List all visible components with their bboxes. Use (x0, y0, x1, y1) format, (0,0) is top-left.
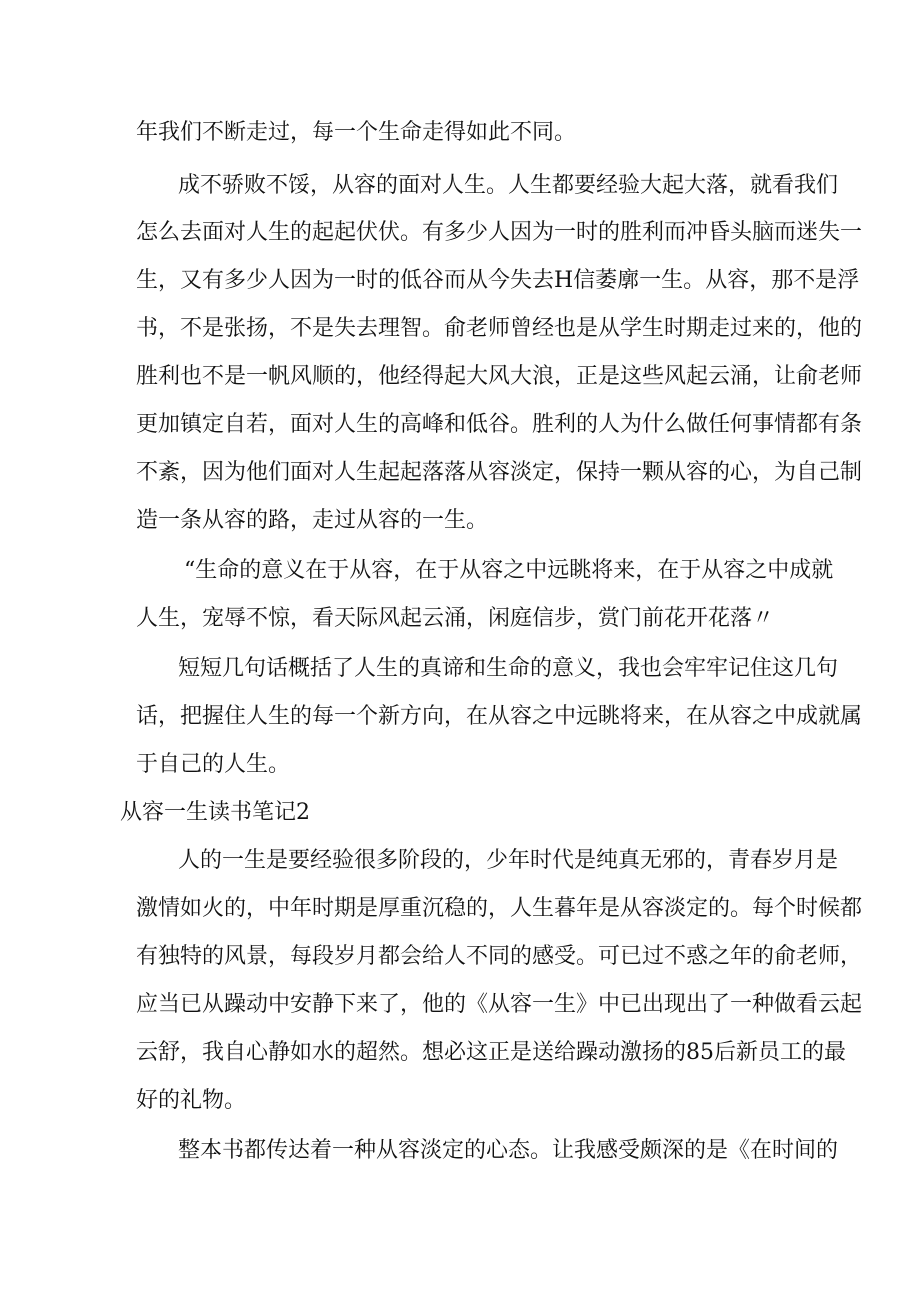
paragraph-line: 成不骄败不馁，从容的面对人生。人生都要经验大起大落，就看我们 (178, 173, 839, 198)
paragraph-line: 年我们不断走过，每一个生命走得如此不同。 (136, 120, 577, 145)
paragraph-line: 话，把握住人生的每一个新方向，在从容之中远眺将来，在从容之中成就属 (136, 704, 863, 729)
paragraph-line: 更加镇定自若，面对人生的高峰和低谷。胜利的人为什么做任何事情都有条 (136, 412, 863, 437)
quote-line: “生命的意义在于从容，在于从容之中远眺将来，在于从容之中成就 (184, 558, 834, 583)
section-heading: 从容一生读书笔记2 (120, 800, 310, 825)
paragraph-line: 短短几句话概括了人生的真谛和生命的意义，我也会牢牢记住这几句 (178, 656, 839, 681)
paragraph-line: 怎么去面对人生的起起伏伏。有多少人因为一时的胜利而冲昏头脑而迷失一 (136, 220, 863, 245)
paragraph-line: 应当已从躁动中安静下来了，他的《从容一生》中已出现出了一种做看云起 (136, 992, 863, 1017)
paragraph-line: 于自己的人生。 (136, 752, 291, 777)
paragraph-line: 好的礼物。 (136, 1088, 247, 1113)
paragraph-line: 胜利也不是一帆风顺的，他经得起大风大浪，正是这些风起云涌，让俞老师 (136, 364, 863, 389)
paragraph-line: 人的一生是要经验很多阶段的，少年时代是纯真无邪的，青春岁月是 (178, 848, 839, 873)
paragraph-line: 云舒，我自心静如水的超然。想必这正是送给躁动激扬的85后新员工的最 (136, 1040, 846, 1065)
paragraph-line: 生，又有多少人因为一时的低谷而从今失去H信萎廓一生。从容，那不是浮 (136, 268, 860, 293)
paragraph-line: 激情如火的，中年时期是厚重沉稳的，人生暮年是从容淡定的。每个时候都 (136, 896, 863, 921)
paragraph-line: 有独特的风景，每段岁月都会给人不同的感受。可已过不惑之年的俞老师， (136, 944, 863, 969)
paragraph-line: 整本书都传达着一种从容淡定的心态。让我感受颇深的是《在时间的 (178, 1138, 839, 1163)
paragraph-line: 造一条从容的路，走过从容的一生。 (136, 508, 489, 533)
paragraph-line: 不紊，因为他们面对人生起起落落从容淡定，保持一颗从容的心，为自己制 (136, 460, 863, 485)
quote-line: 人生，宠辱不惊，看天际风起云涌，闲庭信步，赏门前花开花落〃 (136, 606, 775, 631)
paragraph-line: 书，不是张扬，不是失去理智。俞老师曾经也是从学生时期走过来的，他的 (136, 316, 863, 341)
